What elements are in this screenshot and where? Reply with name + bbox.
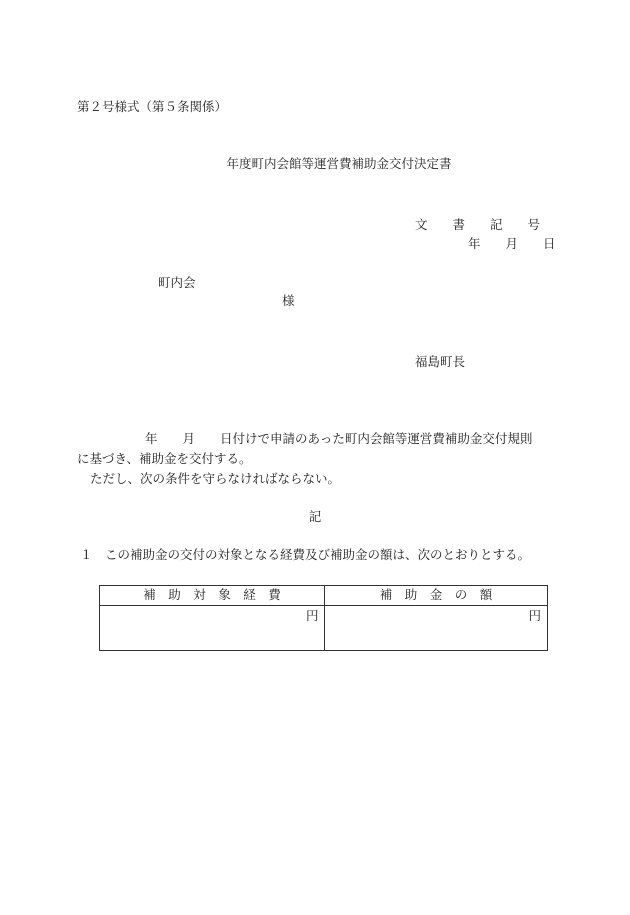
issue-date: 年 月 日: [468, 236, 556, 251]
item-1: １ この補助金の交付の対象となる経費及び補助金の額は、次のとおりとする。: [80, 547, 531, 562]
eligible-expenses-unit: 円: [306, 608, 319, 623]
table-header-subsidy-amount: 補 助 金 の 額: [379, 587, 493, 602]
body-line-1: 年 月 日付けで申請のあった町内会館等運営費補助金交付規則: [145, 431, 533, 446]
table-header-divider: [100, 605, 547, 606]
body-line-2: に基づき、補助金を交付する。: [77, 451, 252, 466]
subsidy-table: [99, 585, 548, 651]
subsidy-amount-unit: 円: [528, 608, 541, 623]
addressee-association: 町内会: [158, 275, 196, 290]
document-number: 文 書 記 号: [415, 217, 541, 232]
form-number: 第２号様式（第５条関係）: [77, 99, 228, 114]
body-line-3: ただし、次の条件を守らなければならない。: [90, 471, 341, 486]
document-title: 年度町内会館等運営費補助金交付決定書: [226, 156, 452, 171]
signer-name: 福島町長: [415, 354, 466, 369]
table-header-eligible-expenses: 補 助 対 象 経 費: [143, 587, 281, 602]
addressee-honorific: 様: [282, 293, 295, 308]
ki-label: 記: [308, 509, 322, 524]
